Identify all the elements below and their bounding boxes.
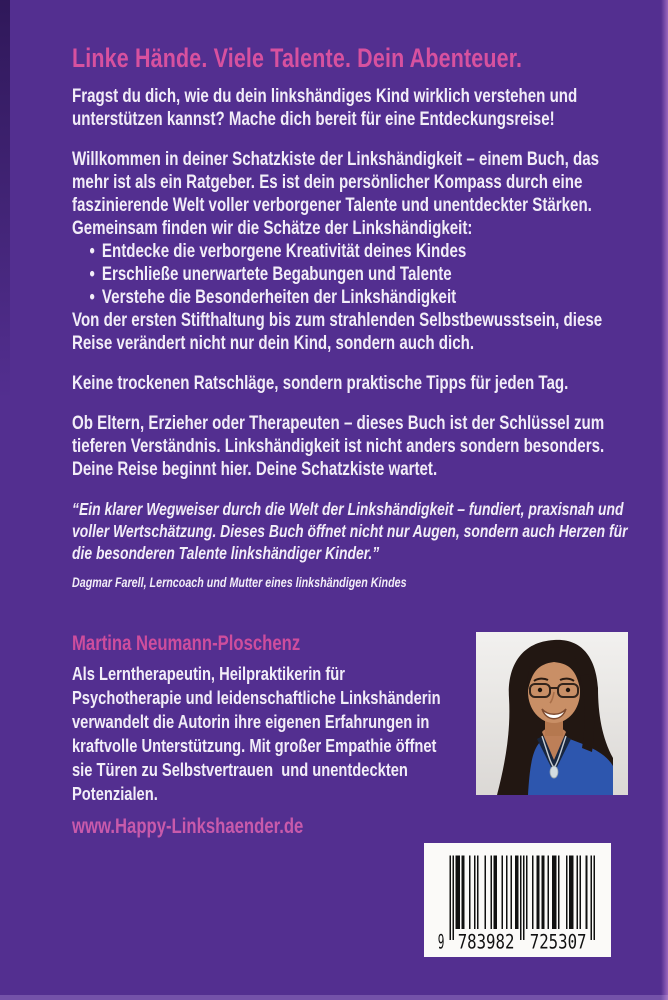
audience-paragraph: Ob Eltern, Erzieher oder Therapeuten – dieses Buch ist der Schlüssel zum tieferen Verständnis. Linkshändigkeit ist nicht anders sondern besonders. Deine Reise beginnt hier. Deine Schatzkiste wartet. xyxy=(72,413,605,480)
barcode-digit-group: 783982 xyxy=(457,929,515,951)
benefits-list xyxy=(72,240,629,309)
list-item: • Entdecke die verborgene Kreativität deines Kindes xyxy=(89,240,628,263)
list-item: • Verstehe die Besonderheiten der Linkshändigkeit xyxy=(89,286,628,309)
bottom-edge-highlight xyxy=(0,995,668,1000)
page-edge-highlight xyxy=(661,0,668,1000)
barcode-digit-group: 725307 xyxy=(529,929,587,951)
list-item: • Erschließe unerwartete Begabungen und Talente xyxy=(89,263,628,286)
spine-shadow xyxy=(0,0,10,400)
author-portrait-illustration xyxy=(476,632,628,795)
author-website-url: www.Happy-Linkshaender.de xyxy=(72,815,304,838)
tagline-headline: Linke Hände. Viele Talente. Dein Abenteuer. xyxy=(72,43,523,73)
welcome-paragraph: Willkommen in deiner Schatzkiste der Linkshändigkeit – einem Buch, das mehr ist als ein Ratgeber. Es ist dein persönlicher Kompass durch eine faszinierende Welt voller verborgener Talente und unentdeckter Stärken. xyxy=(72,149,600,216)
author-bio: Als Lerntherapeutin, Heilpraktikerin für Psychotherapie und leidenschaftliche Linkshänderin verwandelt die Autorin ihre eigenen Erfahrungen in kraftvolle Unterstützung. Mit großer Empathie öffnet sie Türen zu Selbstvertrauen und unentdeckten Potenzialen. xyxy=(72,663,445,804)
intro-paragraph: Fragst du dich, wie du dein linkshändiges Kind wirklich verstehen und unterstützen kannst? Mache dich bereit für eine Entdeckungsreise! xyxy=(72,86,578,130)
treasures-intro-line: Gemeinsam finden wir die Schätze der Linkshändigkeit: xyxy=(72,218,473,239)
barcode-graphic xyxy=(437,853,598,951)
testimonial-attribution: Dagmar Farell, Lerncoach und Mutter eines linkshändigen Kindes xyxy=(72,575,407,590)
author-photo xyxy=(476,632,628,795)
isbn-barcode xyxy=(424,843,611,957)
journey-paragraph: Von der ersten Stifthaltung bis zum strahlenden Selbstbewusstsein, diese Reise verändert nicht nur dein Kind, sondern auch dich. xyxy=(72,310,603,354)
testimonial-quote: “Ein klarer Wegweiser durch die Welt der Linkshändigkeit – fundiert, praxisnah und voller Wertschätzung. Dieses Buch öffnet nicht nur Augen, sondern auch Herzen für die besonderen Talente linkshändiger Kinder.” xyxy=(72,499,628,563)
barcode-digit-group: 9 xyxy=(437,929,445,951)
tips-paragraph: Keine trockenen Ratschläge, sondern praktische Tipps für jeden Tag. xyxy=(72,373,569,394)
author-name: Martina Neumann-Ploschenz xyxy=(72,632,301,655)
